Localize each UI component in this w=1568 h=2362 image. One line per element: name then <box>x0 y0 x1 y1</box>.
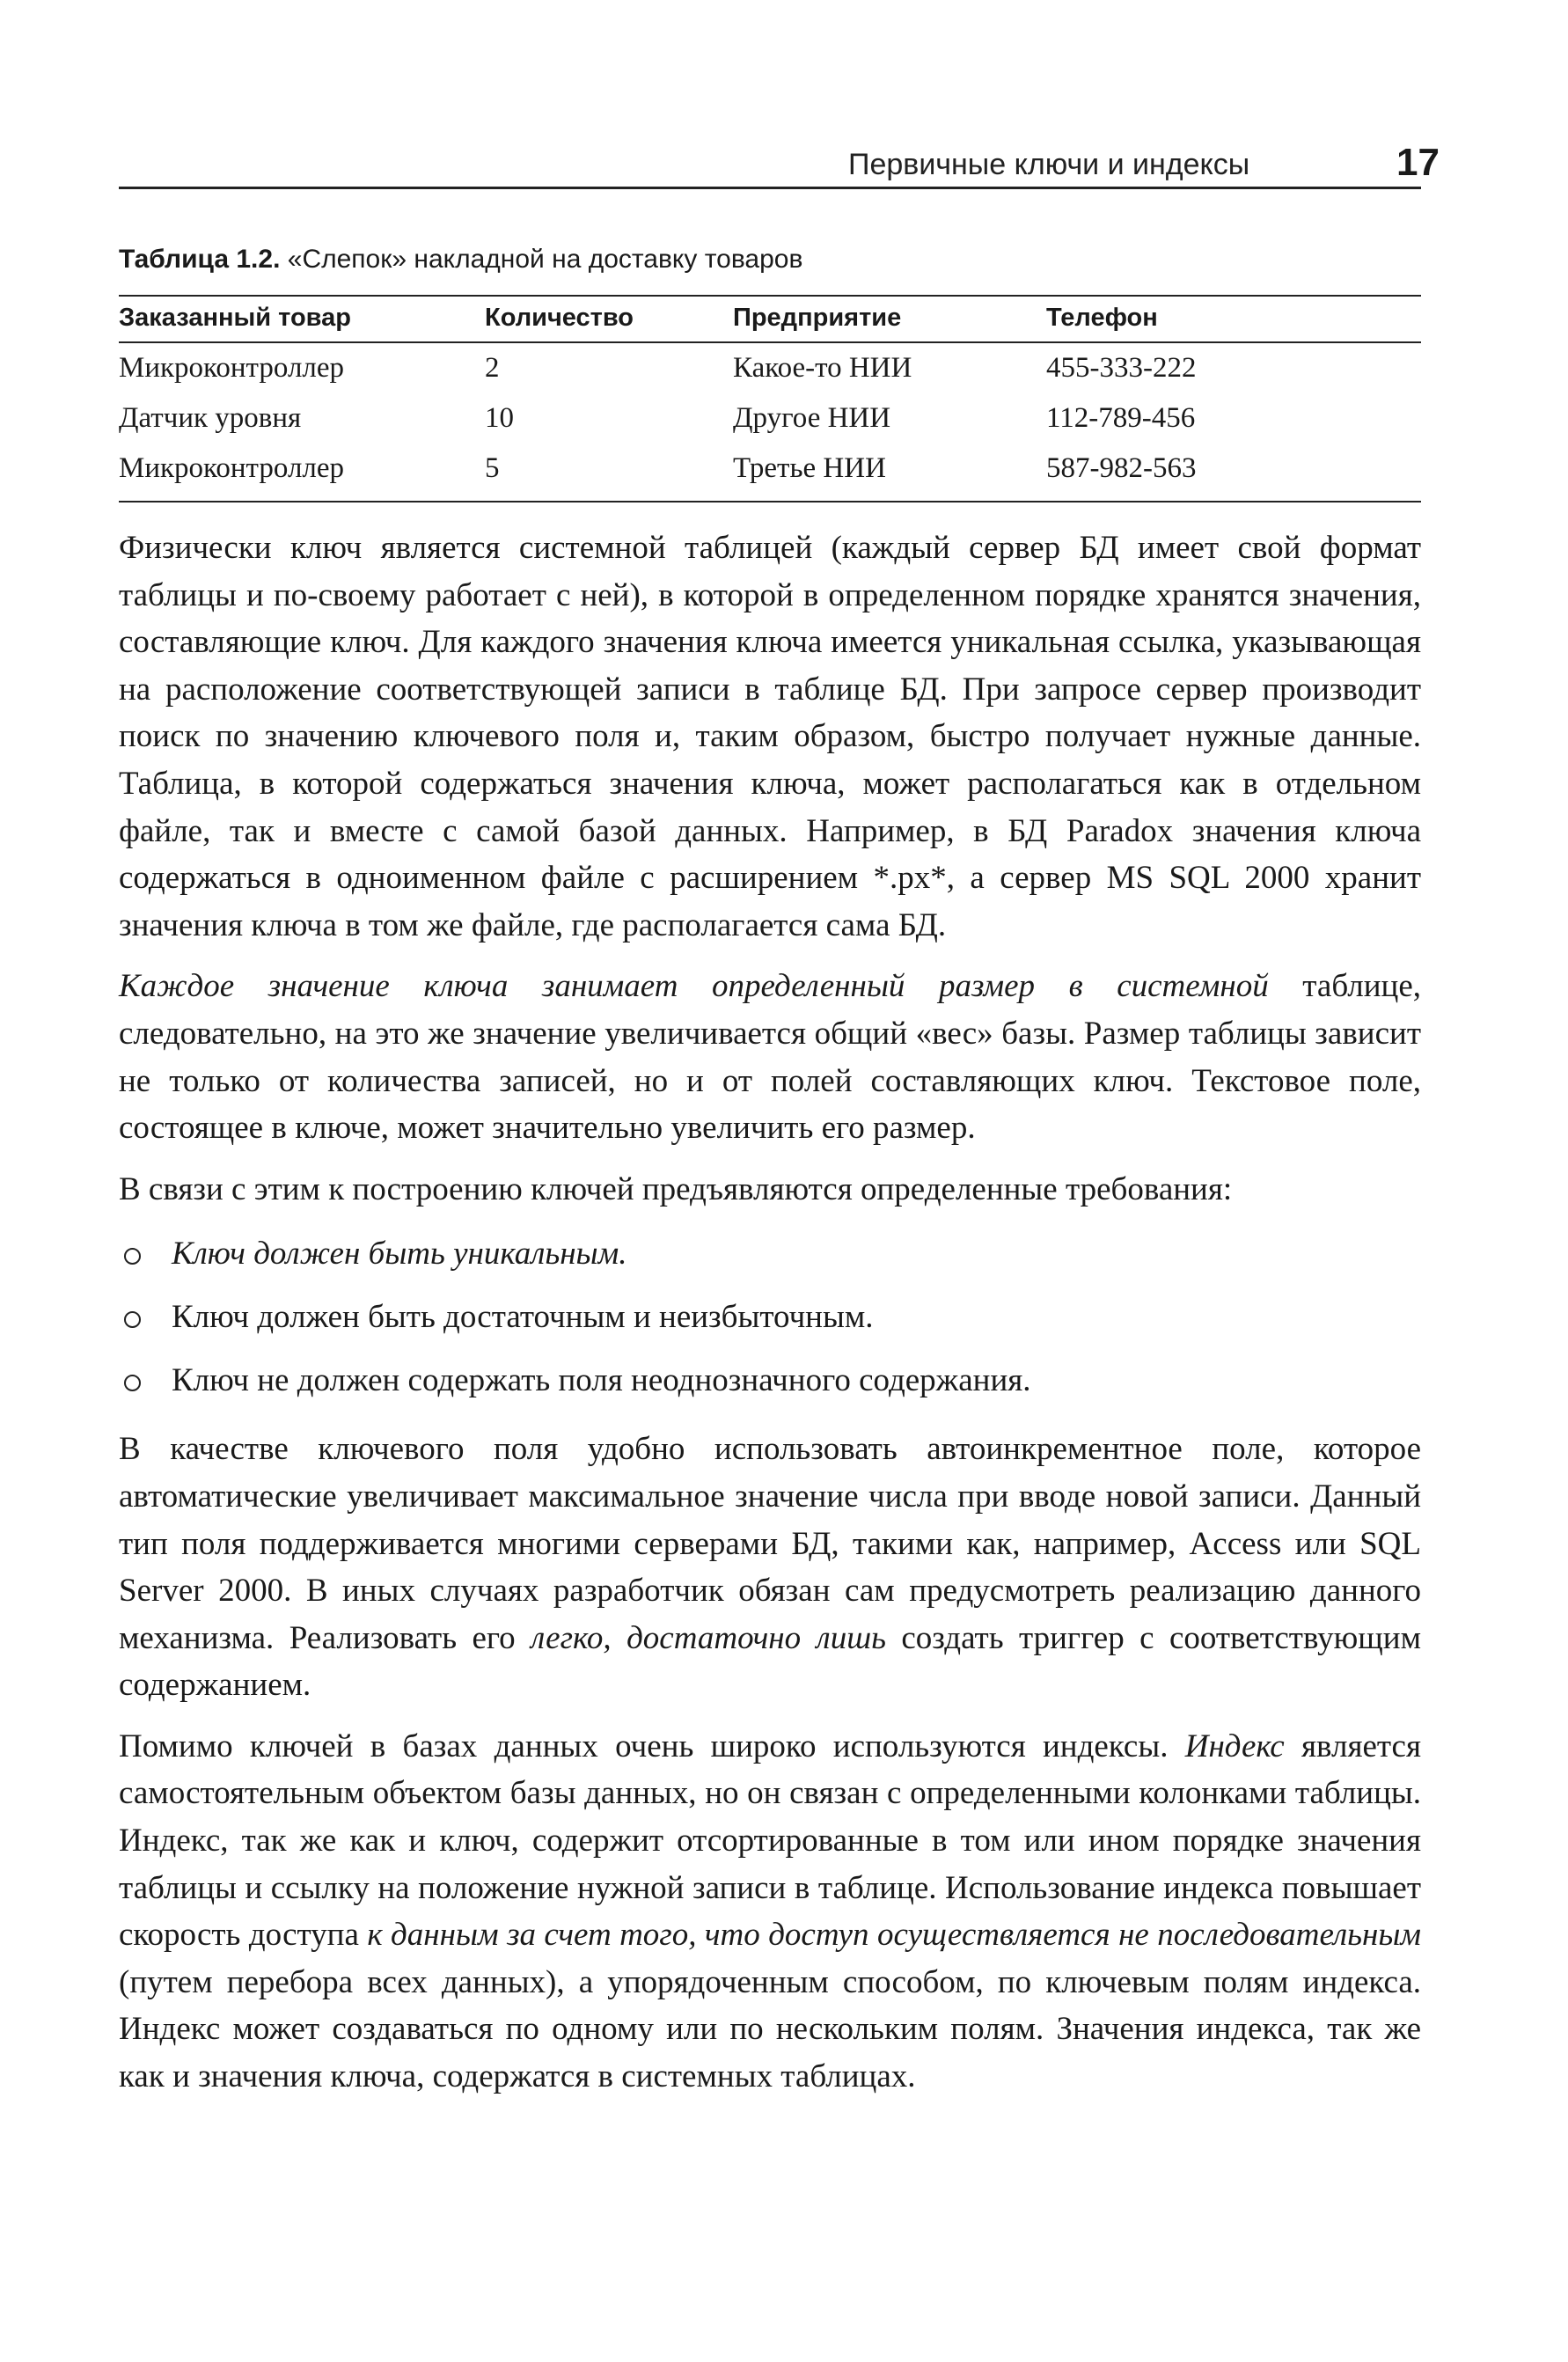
table-cell: 455-333-222 <box>1046 352 1197 384</box>
column-header: Предприятие <box>733 296 1046 342</box>
column-header: Телефон <box>1046 296 1421 342</box>
body-text <box>119 524 1421 2115</box>
table-cell: Другое НИИ <box>733 402 891 434</box>
table-cell: 10 <box>485 402 514 434</box>
emphasis: легко, достаточно лишь <box>531 1619 886 1656</box>
column-header: Количество <box>485 296 733 342</box>
table-caption-text: «Слепок» накладной на доставку товаров <box>287 245 803 274</box>
table-cell: 5 <box>485 444 733 502</box>
bullet-circle-icon <box>124 1375 141 1391</box>
table-caption <box>119 245 1421 275</box>
paragraph-requirements-intro: В связи с этим к построению ключей предъявляются определенные требования: <box>119 1170 1233 1207</box>
list-item: Ключ не должен содержать поля неоднозначного содержания. <box>119 1359 1421 1403</box>
table-header-row <box>119 296 1421 342</box>
paragraph-autoincrement: В качестве ключевого поля удобно использовать автоинкрементное поле, которое автоматические увеличивает максимальное значение числа при вводе новой записи. Данный тип поля поддерживается многими серверами БД, такими как, например, Access или SQL Server 2000. В иных случаях разработчик обязан сам предусмотреть реализацию данного механизма. Реализовать его легко, достаточно лишь создать триггер с соответствующим содержанием. <box>119 1431 1421 1704</box>
table-row <box>119 342 1421 393</box>
running-header: Первичные ключи и индексы <box>848 148 1250 181</box>
requirements-list <box>119 1232 1421 1403</box>
table-caption-label: Таблица 1.2. <box>119 245 281 274</box>
table-cell: 587-982-563 <box>1046 444 1421 502</box>
list-item: Ключ должен быть уникальным. <box>119 1232 1421 1276</box>
table-cell: Микроконтроллер <box>119 352 345 384</box>
page-number: 17 <box>1396 141 1440 184</box>
emphasis: Индекс <box>1184 1727 1285 1764</box>
table-row <box>119 444 1421 502</box>
bullet-circle-icon <box>124 1248 141 1265</box>
header-rule <box>119 187 1421 189</box>
table-cell: Третье НИИ <box>733 444 1046 502</box>
paragraph-key-size: Каждое значение ключа занимает определенный размер в системной таблице, следовательно, на это же значение увеличивается общий «вес» базы. Размер таблицы зависит не только от количества записей, но и от полей составляющих ключ. Текстовое поле, состоящее в ключе, может значительно увеличить его размер. <box>119 968 1421 1147</box>
column-header: Заказанный товар <box>119 296 485 342</box>
bullet-circle-icon <box>124 1311 141 1328</box>
table-row <box>119 393 1421 444</box>
table-cell: Какое-то НИИ <box>733 352 912 384</box>
list-item: Ключ должен быть достаточным и неизбыточным. <box>119 1295 1421 1339</box>
emphasis: Каждое значение ключа занимает определенный размер в системной <box>119 968 1269 1005</box>
paragraph-indexes: Помимо ключей в базах данных очень широко используются индексы. Индекс является самостоятельным объектом базы данных, но он связан с определенными колонками таблицы. Индекс, так же как и ключ, содержит отсортированные в том или ином порядке значения таблицы и ссылку на положение нужной записи в таблице. Использование индекса повышает скорость доступа к данным за счет того, что доступ осуществляется не последовательным (путем перебора всех данных), а упорядоченным способом, по ключевым полям индекса. Индекс может создаваться по одному или по нескольким полям. Значения индекса, так же как и значения ключа, содержатся в системных таблицах. <box>119 1727 1421 2095</box>
table-cell: 112-789-456 <box>1046 402 1196 434</box>
table-cell: Датчик уровня <box>119 402 302 434</box>
paragraph-key-storage: Физически ключ является системной таблицей (каждый сервер БД имеет свой формат таблицы и по-своему работает с ней), в которой в определенном порядке хранятся значения, составляющие ключ. Для каждого значения ключа имеется уникальная ссылка, указывающая на расположение соответствующей записи в таблице БД. При запросе сервер производит поиск по значению ключевого поля и, таким образом, быстро получает нужные данные. Таблица, в которой содержаться значения ключа, может располагаться как в отдельном файле, так и вместе с самой базой данных. Например, в БД Paradox значения ключа содержаться в одноименном файле с расширением *.px*, а сервер MS SQL 2000 хранит значения ключа в том же файле, где располагается сама БД. <box>119 530 1421 943</box>
invoice-table <box>119 295 1421 502</box>
emphasis: к данным за счет того, что доступ осуществляется не последовательным <box>367 1917 1421 1954</box>
table-cell: Микроконтроллер <box>119 444 485 502</box>
table-cell: 2 <box>485 352 500 384</box>
